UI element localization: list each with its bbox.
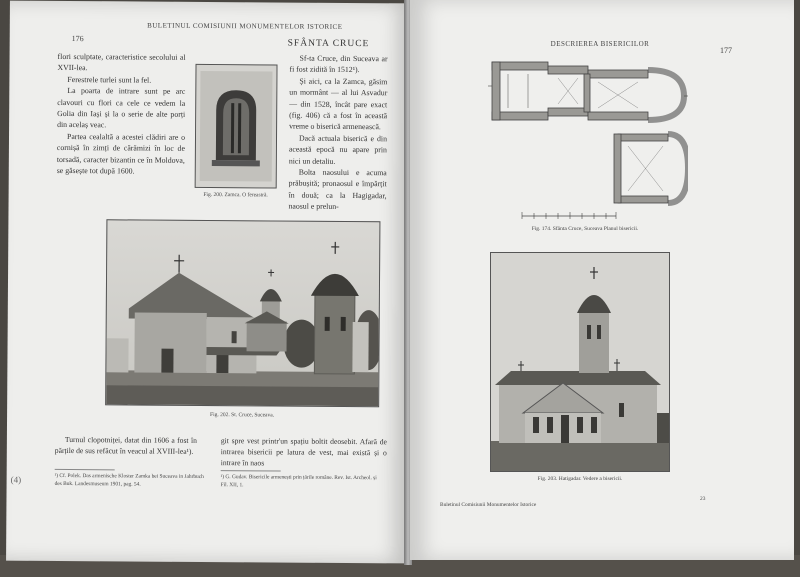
paragraph: Turnul clopotniței, datat din 1606 a fost în părțile de sus refăcut în veacul al XVIII-lea¹).: [54, 435, 197, 456]
window-illustration: [196, 65, 277, 188]
paragraph: La poarta de intrare sunt pe arc clavouri cu flori ca cele ce vedem la Golia din Iași și la o serie de alte porți din acelaș veac.: [57, 86, 186, 130]
photo-caption: Fig. 203. Hatigadar. Vedere a bisericii.: [537, 476, 623, 482]
floor-plan-drawing: [488, 56, 688, 206]
paragraph: Partea cealaltă a acestei clădiri are o cornișă în zimți de cărămizi în loc de torsadă, caracter bizantin ce în Moldova, se găsește tot după 1600.: [56, 131, 186, 176]
footnote-rule-right: [221, 470, 281, 471]
fig-small-caption: Fig. 200. Zamca. O fereastră.: [203, 191, 268, 199]
page-number-left: 176: [71, 34, 84, 44]
footnote-rule-left: [55, 469, 115, 470]
text-bottom-right: [221, 435, 387, 469]
left-page: [6, 1, 410, 564]
running-header-left: BULETINUL COMISIUNII MONUMENTELOR ISTORICE: [147, 21, 343, 31]
page-number-right: 177: [720, 46, 732, 55]
paragraph: Sf-ta Cruce, din Suceava ar fi fost zidită în 1512¹).: [289, 53, 388, 75]
section-title: SFÂNTA CRUCE: [287, 38, 370, 50]
page-footer-number: 23: [700, 496, 706, 502]
paragraph: Ferestrele turlei sunt la fel.: [67, 74, 152, 85]
church-photo-hatigadar: [490, 252, 670, 472]
window-photo: [195, 64, 278, 189]
hatigadar-illustration: [491, 253, 669, 471]
church-photo-sf-cruce: [105, 219, 380, 407]
margin-mark: (4): [10, 474, 22, 485]
plan-caption: Fig. 174. Sfânta Cruce, Suceava Planul bisericii.: [531, 226, 639, 232]
text-column-1: [57, 51, 186, 177]
paragraph: Bolta naosului e acuma prăbușită; pronaosul e împărțit în două; ca la Hagigadar, naosul e prelun-: [288, 167, 387, 212]
footnote-right: ¹) G. Gudav. Bisericile armenești prin țările române. Rev. Ist. Archeol. și Fil. XII, 1.: [220, 474, 377, 488]
paragraph: git spre vest printr'un spațiu boltit deosebit. Afară de intrarea bisericii pe latura de vest, mai există și o intrare în naos: [220, 436, 387, 468]
paragraph: Dacă actuala biserică e din această epocă nu apare prin nici un detaliu.: [288, 133, 388, 166]
text-bottom-left: [55, 434, 197, 457]
paragraph: flori sculptate, caracteristice secolului al XVII-lea.: [57, 51, 186, 73]
church-floor-plan: [488, 56, 688, 206]
church-illustration: [106, 220, 379, 406]
text-column-2: [288, 53, 387, 213]
footnote-left: ¹) Cf. Polek. Das armenische Kloster Zamka bei Suceava in Jahrbuch des Buk. Landesmuseum 1901, pag. 54.: [54, 472, 204, 488]
scale-bar: [520, 210, 620, 220]
running-header-right: DESCRIEREA BISERICILOR: [550, 40, 650, 48]
paragraph: Și aici, ca la Zamca, găsim un mormânt — al lui Asvadur — din 1528, încât pare exact (fig. 406) că a fost în această vreme o biserică armenească.: [289, 76, 388, 132]
page-footer-text: Buletinul Comisiunii Monumentelor Istorice: [440, 502, 537, 508]
right-page: [410, 0, 794, 560]
fig-large-caption: Fig. 202. St. Cruce, Suceava.: [210, 412, 275, 419]
